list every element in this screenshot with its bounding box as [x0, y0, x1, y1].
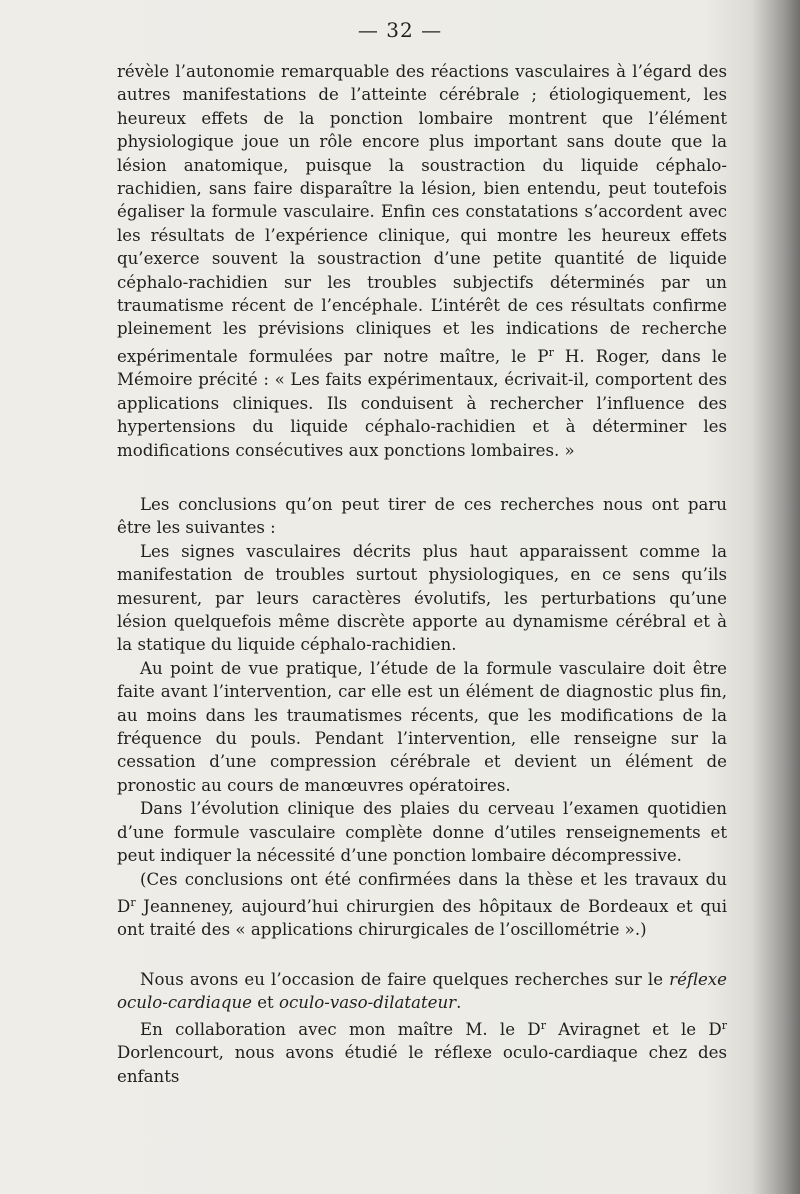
- paragraph-8: [117, 1014, 727, 1088]
- page-number: — 32 —: [357, 18, 443, 42]
- paragraph-7: [117, 968, 727, 1015]
- text-block-2: [117, 493, 727, 942]
- title-doctor-avir: D: [527, 1020, 541, 1039]
- paragraph-7-mid: et: [257, 993, 274, 1013]
- paragraph-8-tail: Dorlencourt, nous avons étudié le réflexe oculo-cardiaque chez des enfants: [117, 1043, 727, 1086]
- paragraph-6-tail: Jeanneney, aujourd’hui chirurgien des hôpitaux de Bordeaux et qui ont traité des « applications chirurgicales de l’oscillométrie ».): [117, 896, 727, 940]
- paragraph-7-end: .: [456, 993, 462, 1013]
- reflex-term-2: oculo-vaso-dilatateur: [279, 993, 457, 1013]
- title-doctor: D: [117, 896, 131, 916]
- text-block-4: [117, 1014, 727, 1088]
- paragraph-6: [117, 868, 727, 942]
- title-doctor-dorl: D: [708, 1020, 722, 1039]
- title-doctor-avir-superscript: r: [540, 1019, 546, 1032]
- reflex-term-1: réflexe oculo-cardiaque: [117, 970, 727, 1013]
- text-block-1: [117, 60, 727, 462]
- paragraph-7-start: Nous avons eu l’occasion de faire quelques recherches sur le: [140, 970, 664, 989]
- paragraph-8-mid: Aviragnet et le: [545, 1020, 697, 1039]
- paragraph-5: Dans l’évolution clinique des plaies du cerveau l’examen quotidien d’une formule vasculaire complète donne d’utiles renseignements et peut indiquer la nécessité d’une ponction lombaire décompressive.: [117, 799, 727, 866]
- paragraph-1-tail: H. Roger, dans le Mémoire précité : « Les faits expérimentaux, écrivait-il, comportent des applications cliniques. Ils conduisent à rechercher l’influence des hypertensions du liquide céphalo-rachidien et à déterminer les modifications consécutives aux ponctions lombaires. »: [117, 346, 728, 460]
- title-doctor-superscript: r: [130, 895, 136, 909]
- paragraph-6-start: (Ces conclusions ont été confirmées dans la thèse et les travaux du: [140, 869, 727, 889]
- paragraph-4: Au point de vue pratique, l’étude de la formule vasculaire doit être faite avant l’intervention, car elle est un élément de diagnostic plus fin, au moins dans les traumatismes récents, que les modifications de la fréquence du pouls. Pendant l’intervention, elle renseigne sur la cessation d’une compression cérébrale et devient un élément de pronostic au cours de manœuvres opératoires.: [117, 658, 727, 795]
- paragraph-1-text: révèle l’autonomie remarquable des réactions vasculaires à l’égard des autres manifestations de l’atteinte cérébrale ; étiologiquement, les heureux effets de la ponction lombaire montrent que l’élément physiologique joue un rôle encore plus important sans doute que la lésion anatomique, puisque la soustraction du liquide céphalo-rachidien, sans faire disparaître la lésion, bien entendu, peut toutefois égaliser la formule vasculaire. Enfin ces constatations s’accordent avec les résultats de l’expérience clinique, qui montre les heureux effets qu’exerce souvent la soustraction d’une petite quantité de liquide céphalo-rachidien sur les troubles subjectifs déterminés par un traumatisme récent de l’encéphale. L’intérêt de ces résultats confirme pleinement les prévisions cliniques et les indications de recherche expérimentale formulées par notre maître, le: [117, 62, 727, 366]
- paragraph-2: Les conclusions qu’on peut tirer de ces recherches nous ont paru être les suivantes :: [117, 495, 727, 538]
- paragraph-1: [117, 60, 727, 462]
- title-professor-superscript: r: [548, 345, 554, 359]
- paragraph-8-start: En collaboration avec mon maître M. le: [140, 1020, 516, 1039]
- title-doctor-dorl-superscript: r: [721, 1019, 727, 1032]
- paragraph-3: Les signes vasculaires décrits plus haut apparaissent comme la manifestation de troubles surtout physiologiques, en ce sens qu’ils mesurent, par leurs caractères évolutifs, les perturbations qu’une lésion quelquefois même discrète apporte au dynamisme cérébral et à la statique du liquide céphalo-rachidien.: [117, 541, 727, 655]
- title-professor: P: [537, 346, 549, 366]
- text-block-3: [117, 968, 727, 1015]
